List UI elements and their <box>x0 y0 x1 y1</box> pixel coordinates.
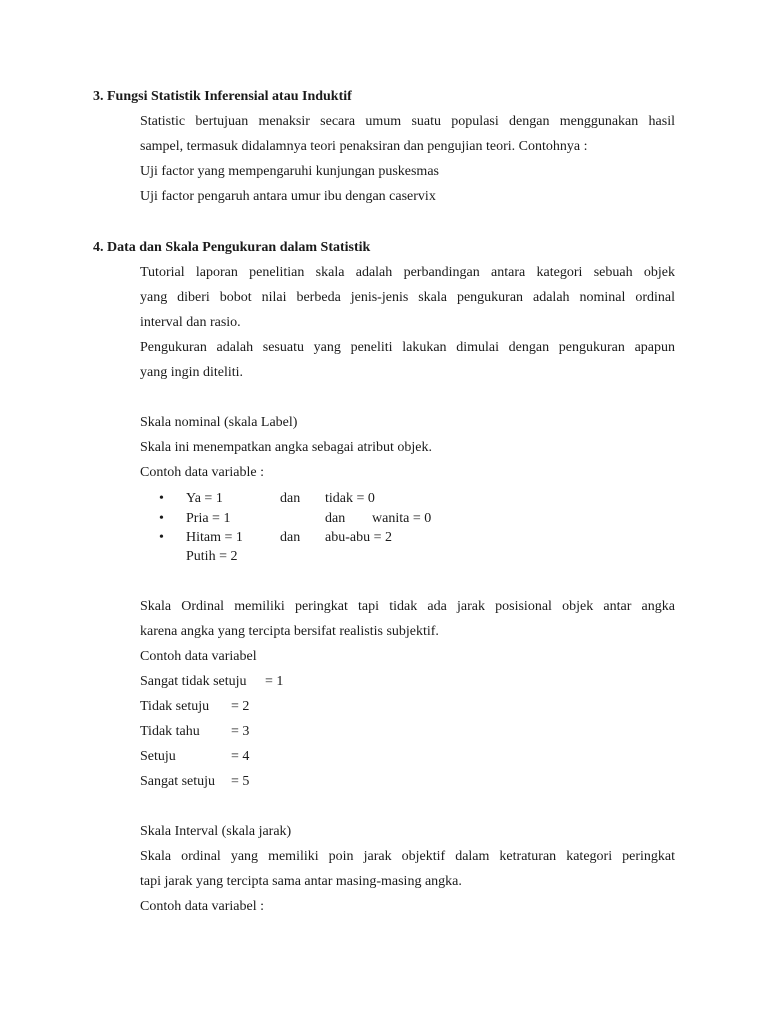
bullet-value-a: Pria = 1 <box>186 511 231 526</box>
ordinal-description-line-1: Skala Ordinal memiliki peringkat tapi tidak ada jarak posisional objek antar angka <box>140 599 675 614</box>
bullet-value-a: Ya = 1 <box>186 491 223 506</box>
nominal-example-label: Contoh data variable : <box>140 465 265 480</box>
interval-description-line-1: Skala ordinal yang memiliki poin jarak objektif dalam ketraturan kategori peringkat <box>140 849 675 864</box>
bullet-conjunction: dan <box>280 491 301 506</box>
ordinal-item-value: = 4 <box>231 749 250 764</box>
ordinal-item-label: Sangat setuju <box>140 774 216 789</box>
bullet-marker: • <box>159 530 164 545</box>
ordinal-item-value: = 5 <box>231 774 250 789</box>
bullet-continuation: Putih = 2 <box>186 549 238 564</box>
ordinal-item-value: = 2 <box>231 699 250 714</box>
section-4-paragraph-1-line-3: interval dan rasio. <box>140 315 241 330</box>
bullet-value-b: wanita = 0 <box>372 511 432 526</box>
bullet-marker: • <box>159 491 164 506</box>
interval-description-line-2: tapi jarak yang tercipta sama antar masing-masing angka. <box>140 874 462 889</box>
bullet-value-b: abu-abu = 2 <box>325 530 392 545</box>
bullet-marker: • <box>159 511 164 526</box>
ordinal-item-label: Tidak setuju <box>140 699 210 714</box>
bullet-value-a: Hitam = 1 <box>186 530 243 545</box>
ordinal-item-label: Setuju <box>140 749 176 764</box>
bullet-conjunction: dan <box>325 511 346 526</box>
interval-example-label: Contoh data variabel : <box>140 899 265 914</box>
section-4-paragraph-1-line-1: Tutorial laporan penelitian skala adalah perbandingan antara kategori sebuah objek <box>140 265 675 280</box>
section-4-paragraph-2-line-2: yang ingin diteliti. <box>140 365 244 380</box>
nominal-description: Skala ini menempatkan angka sebagai atribut objek. <box>140 440 432 455</box>
bullet-value-b: tidak = 0 <box>325 491 375 506</box>
interval-title: Skala Interval (skala jarak) <box>140 824 292 839</box>
section-3-heading: 3. Fungsi Statistik Inferensial atau Induktif <box>93 89 352 104</box>
section-4-paragraph-1-line-2: yang diberi bobot nilai berbeda jenis-jenis skala pengukuran adalah nominal ordinal <box>140 290 675 305</box>
bullet-conjunction: dan <box>280 530 301 545</box>
section-3-paragraph-line-2: sampel, termasuk didalamnya teori penaksiran dan pengujian teori. Contohnya : <box>140 139 588 154</box>
ordinal-item-label: Tidak tahu <box>140 724 200 739</box>
section-3-paragraph-line-1: Statistic bertujuan menaksir secara umum suatu populasi dengan menggunakan hasil <box>140 114 675 129</box>
section-4-paragraph-2-line-1: Pengukuran adalah sesuatu yang peneliti lakukan dimulai dengan pengukuran apapun <box>140 340 675 355</box>
ordinal-item-value: = 3 <box>231 724 250 739</box>
ordinal-description-line-2: karena angka yang tercipta bersifat realistis subjektif. <box>140 624 439 639</box>
nominal-title: Skala nominal (skala Label) <box>140 415 298 430</box>
ordinal-example-label: Contoh data variabel <box>140 649 257 664</box>
ordinal-item-label: Sangat tidak setuju <box>140 674 247 689</box>
section-3-example-1: Uji factor yang mempengaruhi kunjungan puskesmas <box>140 164 439 179</box>
section-4-heading: 4. Data dan Skala Pengukuran dalam Statistik <box>93 240 371 255</box>
section-3-example-2: Uji factor pengaruh antara umur ibu dengan caservix <box>140 189 436 204</box>
ordinal-item-value: = 1 <box>265 674 284 689</box>
